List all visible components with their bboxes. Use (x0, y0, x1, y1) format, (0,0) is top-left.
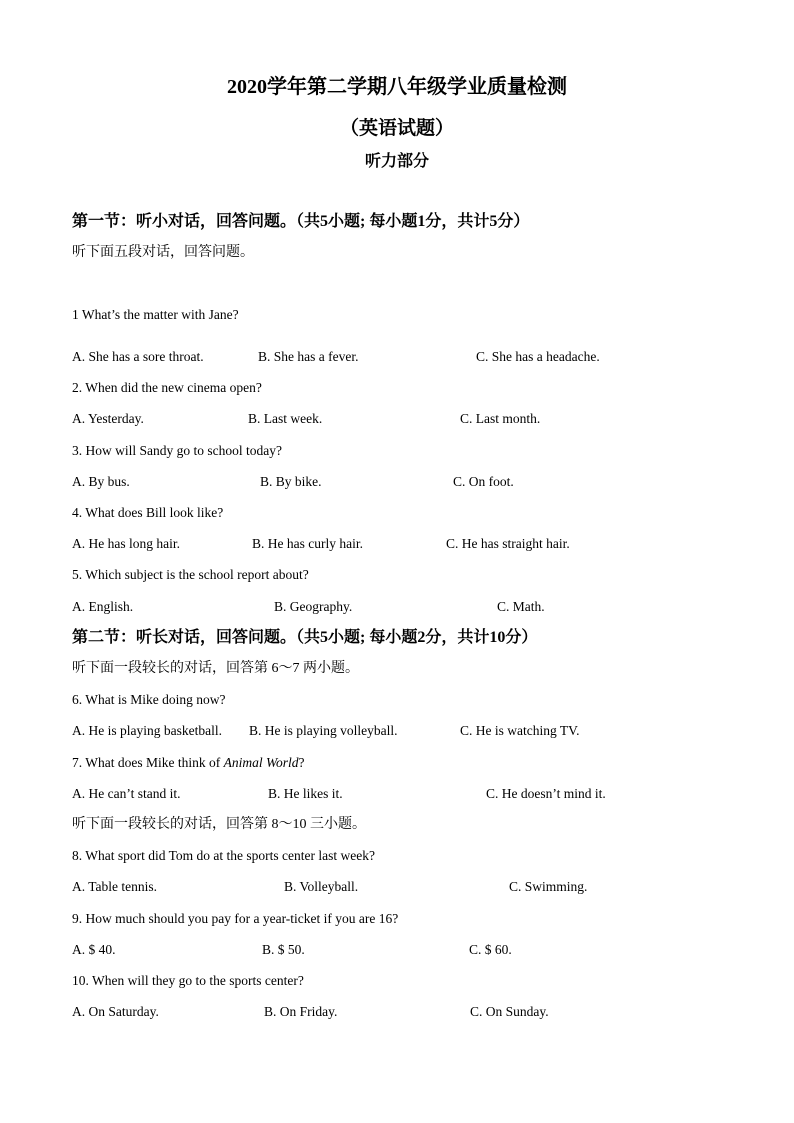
question-8: 8. What sport did Tom do at the sports center last week? (72, 848, 375, 863)
section-1-heading: 第一节：听小对话，回答问题。（共5小题; 每小题1分，共计5分） (72, 213, 530, 230)
page-title: 2020学年第二学期八年级学业质量检测 (227, 76, 567, 98)
question-9: 9. How much should you pay for a year-ticket if you are 16? (72, 911, 399, 926)
q10-option-a: A. On Saturday. (72, 1004, 159, 1019)
q5-option-b: B. Geography. (274, 599, 353, 614)
q5-option-a: A. English. (72, 599, 134, 614)
q9-option-b: B. $ 50. (262, 942, 305, 957)
q5-option-c: C. Math. (497, 599, 545, 614)
q3-option-c: C. On foot. (453, 474, 514, 489)
page-subtitle: （英语试题） (339, 118, 454, 139)
question-7-title: Animal World (223, 755, 299, 770)
question-7-text: 7. What does Mike think of (72, 755, 224, 770)
q2-option-b: B. Last week. (248, 411, 323, 426)
q7-option-a: A. He can’t stand it. (72, 786, 181, 801)
question-10: 10. When will they go to the sports center? (72, 973, 304, 988)
q4-option-c: C. He has straight hair. (446, 536, 570, 551)
q8-option-b: B. Volleyball. (284, 879, 359, 894)
q9-option-a: A. $ 40. (72, 942, 116, 957)
q1-option-c: C. She has a headache. (476, 349, 600, 364)
q8-option-c: C. Swimming. (509, 879, 588, 894)
q7-option-b: B. He likes it. (268, 786, 343, 801)
q6-option-c: C. He is watching TV. (460, 723, 580, 738)
q7-option-c: C. He doesn’t mind it. (486, 786, 606, 801)
section-1-instruction: 听下面五段对话，回答问题。 (72, 245, 254, 260)
q3-option-a: A. By bus. (72, 474, 130, 489)
q4-option-a: A. He has long hair. (72, 536, 180, 551)
section-2-heading: 第二节：听长对话，回答问题。（共5小题; 每小题2分，共计10分） (72, 629, 538, 646)
section-2-instruction-1: 听下面一段较长的对话，回答第 6～7 两小题。 (72, 661, 359, 676)
q9-option-c: C. $ 60. (469, 942, 512, 957)
question-7-mark: ? (298, 755, 305, 770)
q10-option-c: C. On Sunday. (470, 1004, 549, 1019)
q4-option-b: B. He has curly hair. (252, 536, 363, 551)
question-1: 1 What’s the matter with Jane? (72, 307, 239, 322)
q1-option-b: B. She has a fever. (258, 349, 359, 364)
section-2-instruction-2: 听下面一段较长的对话，回答第 8～10 三小题。 (72, 817, 366, 832)
q1-option-a: A. She has a sore throat. (72, 349, 204, 364)
question-2: 2. When did the new cinema open? (72, 380, 262, 395)
part-title: 听力部分 (364, 153, 429, 170)
q8-option-a: A. Table tennis. (72, 879, 158, 894)
question-6: 6. What is Mike doing now? (72, 692, 226, 707)
q3-option-b: B. By bike. (260, 474, 322, 489)
q6-option-a: A. He is playing basketball. (72, 723, 222, 738)
q2-option-a: A. Yesterday. (72, 411, 144, 426)
question-7 (72, 754, 305, 772)
q6-option-b: B. He is playing volleyball. (249, 723, 398, 738)
question-4: 4. What does Bill look like? (72, 505, 224, 520)
q10-option-b: B. On Friday. (264, 1004, 338, 1019)
question-5: 5. Which subject is the school report about? (72, 567, 309, 582)
question-3: 3. How will Sandy go to school today? (72, 443, 282, 458)
q2-option-c: C. Last month. (460, 411, 541, 426)
